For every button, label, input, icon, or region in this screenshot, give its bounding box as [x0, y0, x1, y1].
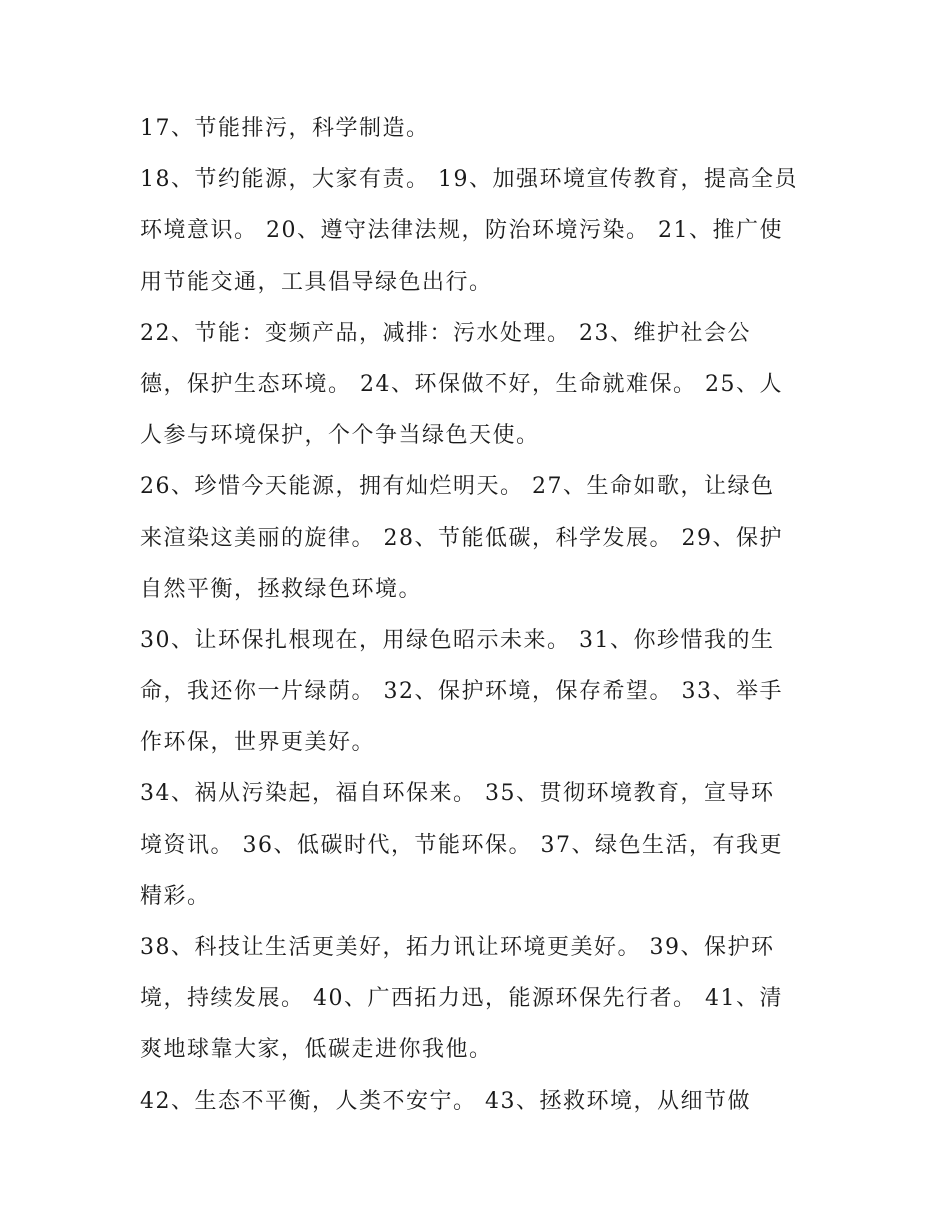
text-line-17: 38、科技让生活更美好，拓力讯让环境更美好。 39、保护环: [140, 935, 775, 960]
text-line-10: 自然平衡，拯救绿色环境。: [140, 576, 423, 602]
text-line-1: 17、节能排污，科学制造。: [140, 116, 430, 141]
text-line-7: 人参与环境保护，个个争当绿色天使。: [140, 423, 540, 449]
slogan-text-block: [140, 107, 820, 1131]
text-line-5: 22、节能：变频产品，减排：污水处理。 23、维护社会公: [140, 320, 751, 346]
text-line-3: 环境意识。 20、遵守法律法规，防治环境污染。 21、推广使: [140, 218, 783, 244]
text-line-14: 34、祸从污染起，福自环保来。 35、贯彻环境教育，宣导环: [140, 781, 775, 807]
text-line-4: 用节能交通，工具倡导绿色出行。: [140, 269, 493, 295]
text-line-15: 境资讯。 36、低碳时代，节能环保。 37、绿色生活，有我更: [140, 832, 783, 858]
text-line-18: 境，持续发展。 40、广西拓力迅，能源环保先行者。 41、清: [140, 986, 783, 1012]
text-line-16: 精彩。: [140, 883, 211, 909]
text-line-20: 42、生态不平衡，人类不安宁。 43、拯救环境，从细节做: [140, 1088, 751, 1114]
text-line-13: 作环保，世界更美好。: [140, 730, 376, 756]
text-line-8: 26、珍惜今天能源，拥有灿烂明天。 27、生命如歌，让绿色: [140, 474, 775, 500]
text-line-11: 30、让环保扎根现在，用绿色昭示未来。 31、你珍惜我的生: [140, 627, 775, 653]
text-line-9: 来渲染这美丽的旋律。 28、节能低碳，科学发展。 29、保护: [140, 525, 783, 551]
text-line-19: 爽地球靠大家，低碳走进你我他。: [140, 1037, 493, 1063]
text-line-6: 德，保护生态环境。 24、环保做不好，生命就难保。 25、人: [140, 371, 783, 397]
text-line-12: 命，我还你一片绿荫。 32、保护环境，保存希望。 33、举手: [140, 679, 783, 705]
text-line-2: 18、节约能源，大家有责。 19、加强环境宣传教育，提高全员: [140, 167, 798, 193]
